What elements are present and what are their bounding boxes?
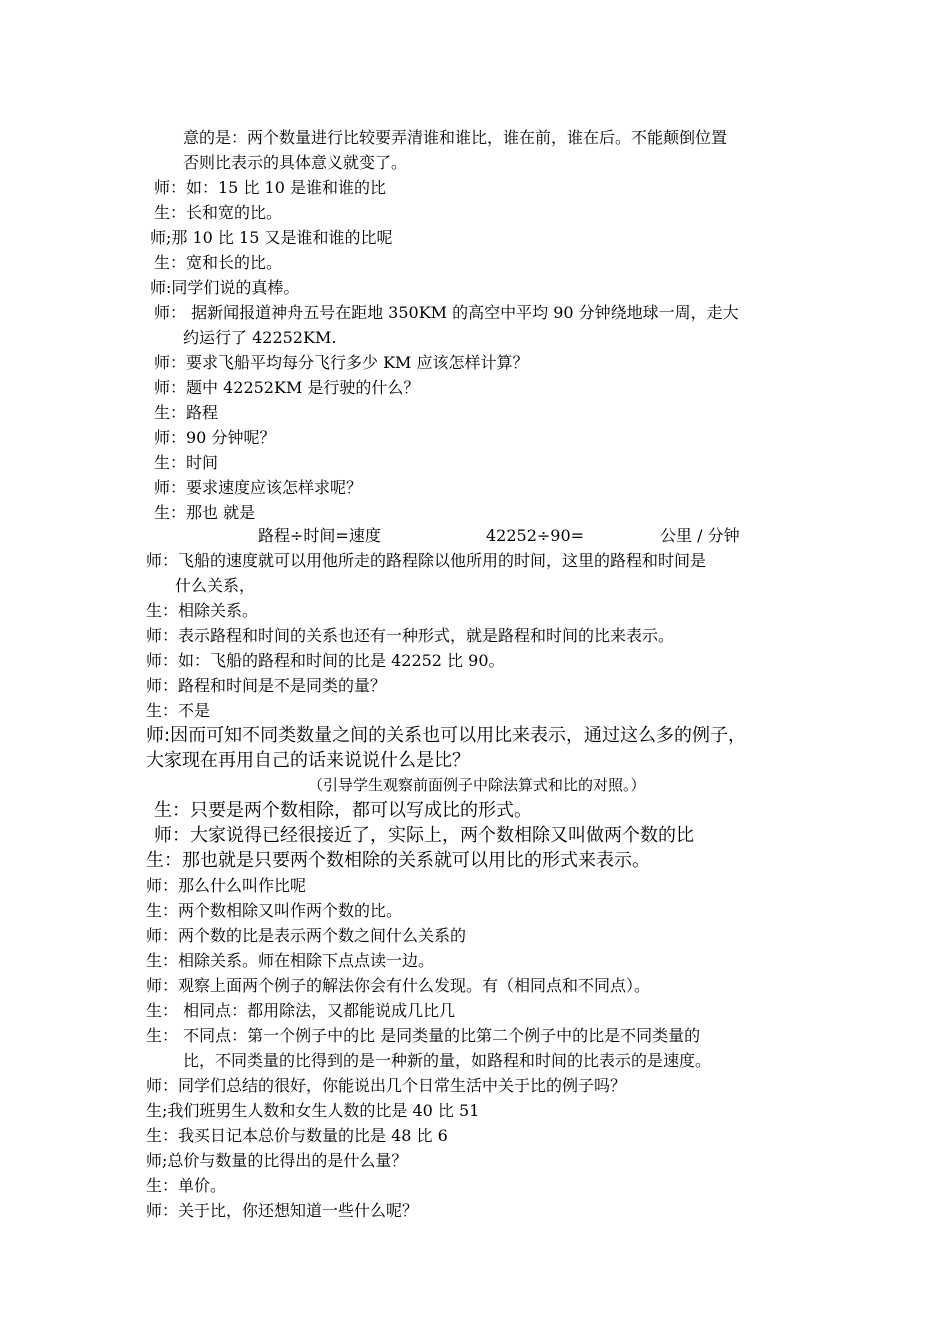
text-line-emphasis: 生：只要是两个数相除，都可以写成比的形式。 xyxy=(154,800,532,821)
text-line: 生： 相同点：都用除法，又都能说成几比几 xyxy=(146,1001,456,1020)
text-line: 师：观察上面两个例子的解法你会有什么发现。有（相同点和不同点）。 xyxy=(146,976,651,995)
text-line-emphasis: 师:因而可知不同类数量之间的关系也可以用比来表示，通过这么多的例子， xyxy=(146,725,747,746)
text-line: 生： 不同点：第一个例子中的比 是同类量的比第二个例子中的比是不同类量的 xyxy=(146,1026,701,1045)
text-line: 生：路程 xyxy=(154,403,219,422)
text-line: 比，不同类量的比得到的是一种新的量，如路程和时间的比表示的是速度。 xyxy=(183,1051,712,1070)
text-line: 师：题中 42252KM 是行驶的什么？ xyxy=(154,378,420,397)
text-line: 生：相除关系。 xyxy=(146,601,259,620)
text-line: 师： 据新闻报道神舟五号在距地 350KM 的高空中平均 90 分钟绕地球一周，走大 xyxy=(154,303,739,322)
text-line: 师;那 10 比 15 又是谁和谁的比呢 xyxy=(150,228,393,247)
text-line: 生：宽和长的比。 xyxy=(154,253,283,272)
text-line: 生：不是 xyxy=(146,701,211,720)
text-line: 师：要求速度应该怎样求呢？ xyxy=(154,478,363,497)
text-line: 生：那也 就是 xyxy=(154,503,256,522)
text-line: 师：路程和时间是不是同类的量？ xyxy=(146,676,387,695)
text-line: 生：时间 xyxy=(154,453,219,472)
text-line: 师：如：飞船的路程和时间的比是 42252 比 90。 xyxy=(146,651,505,670)
text-line-emphasis: 大家现在再用自己的话来说说什么是比？ xyxy=(146,750,470,771)
text-line: 师：那么什么叫作比呢 xyxy=(146,876,307,895)
text-line: 生;我们班男生人数和女生人数的比是 40 比 51 xyxy=(146,1101,480,1120)
text-line: 生：我买日记本总价与数量的比是 48 比 6 xyxy=(146,1126,448,1145)
text-line-emphasis: 生：那也就是只要两个数相除的关系就可以用比的形式来表示。 xyxy=(146,850,650,871)
text-line: 什么关系， xyxy=(175,576,256,595)
text-line: 约运行了 42252KM. xyxy=(183,328,337,347)
text-line: 生：长和宽的比。 xyxy=(154,203,283,222)
formula-expression: 路程÷时间=速度 xyxy=(258,526,381,545)
text-line: 生：单价。 xyxy=(146,1176,227,1195)
teaching-note: （引导学生观察前面例子中除法算式和比的对照。） xyxy=(308,776,646,794)
text-line: 师;总价与数量的比得出的是什么量？ xyxy=(146,1151,408,1170)
text-line: 师：同学们总结的很好，你能说出几个日常生活中关于比的例子吗？ xyxy=(146,1076,627,1095)
text-line: 师：90 分钟呢？ xyxy=(154,428,276,447)
text-line: 师：关于比，你还想知道一些什么呢？ xyxy=(146,1201,419,1220)
text-line: 师：如：15 比 10 是谁和谁的比 xyxy=(154,178,386,197)
text-line: 否则比表示的具体意义就变了。 xyxy=(183,153,408,172)
text-line-emphasis: 师：大家说得已经很接近了，实际上，两个数相除又叫做两个数的比 xyxy=(154,825,694,846)
text-line: 师：两个数的比是表示两个数之间什么关系的 xyxy=(146,926,467,945)
text-line: 师：飞船的速度就可以用他所走的路程除以他所用的时间，这里的路程和时间是 xyxy=(146,551,707,570)
text-line: 意的是：两个数量进行比较要弄清谁和谁比，谁在前，谁在后。不能颠倒位置 xyxy=(183,128,728,147)
text-line: 师：要求飞船平均每分飞行多少 KM 应该怎样计算？ xyxy=(154,353,529,372)
text-line: 师：表示路程和时间的关系也还有一种形式，就是路程和时间的比来表示。 xyxy=(146,626,675,645)
formula-unit: 公里 / 分钟 xyxy=(660,526,740,545)
text-line: 师:同学们说的真棒。 xyxy=(150,278,300,297)
formula-calculation: 42252÷90= xyxy=(486,526,585,545)
text-line: 生：相除关系。师在相除下点点读一边。 xyxy=(146,951,435,970)
text-line: 生：两个数相除又叫作两个数的比。 xyxy=(146,901,403,920)
